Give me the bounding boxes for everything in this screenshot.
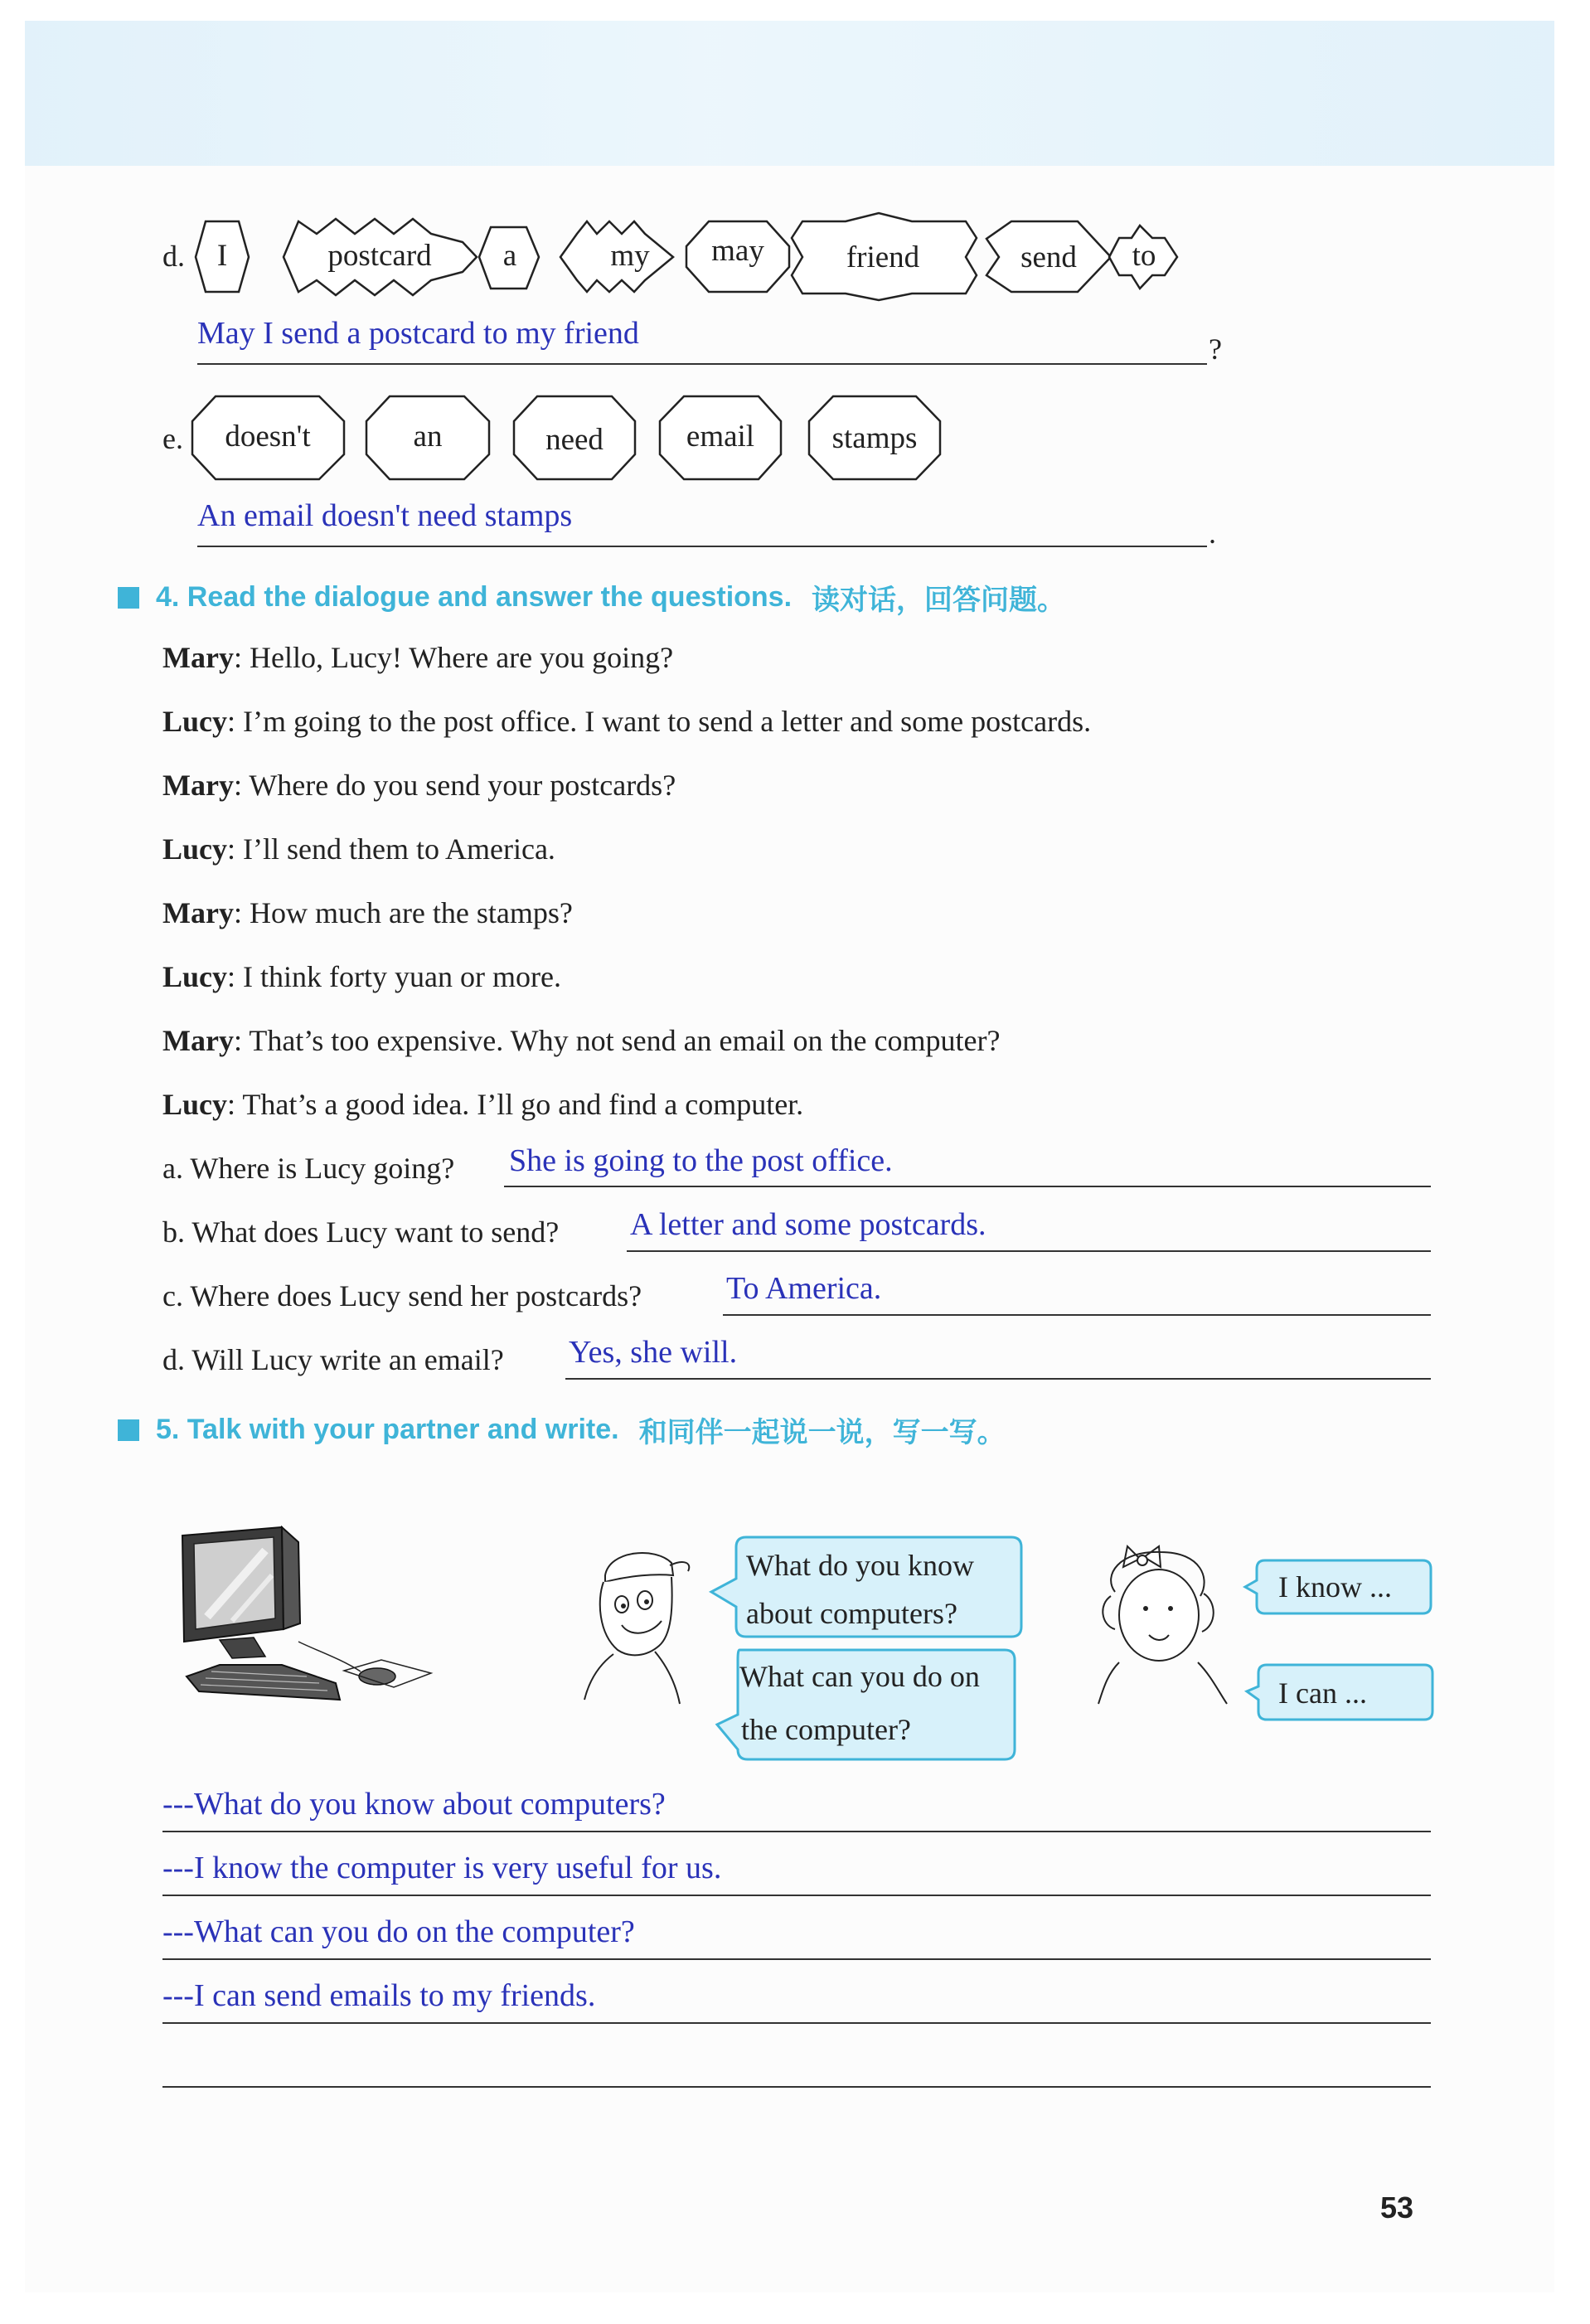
svg-text:email: email: [686, 420, 755, 454]
page-number: 53: [1380, 2191, 1414, 2225]
svg-text:I: I: [216, 239, 228, 273]
dialogue-line-5: Mary: How much are the stamps?: [162, 896, 573, 929]
question-b: b. What does Lucy want to send?: [162, 1215, 560, 1249]
section-marker-icon: [118, 587, 139, 609]
speech-bubbles-boy: [705, 1532, 1036, 1773]
svg-text:stamps: stamps: [831, 421, 918, 455]
dialogue-line-1: Mary: Hello, Lucy! Where are you going?: [162, 641, 674, 674]
dialogue-line-6: Lucy: I think forty yuan or more.: [162, 960, 561, 993]
word-box-e-2: [366, 396, 489, 479]
word-box-e-3: [514, 396, 635, 479]
answer-e: An email doesn't need stamps: [197, 498, 573, 533]
section-5-title: 5. Talk with your partner and write.: [156, 1414, 619, 1445]
svg-text:may: may: [711, 234, 764, 268]
speech-bubbles-girl: [1242, 1557, 1441, 1739]
answer-b: A letter and some postcards.: [630, 1207, 986, 1242]
girl-illustration: [1094, 1542, 1235, 1708]
answer-d: May I send a postcard to my friend: [197, 316, 639, 351]
word-boxes-e: [191, 390, 953, 489]
speech-bubble-4: [1247, 1665, 1432, 1720]
answer-d-q: Yes, she will.: [569, 1335, 738, 1370]
punct-d: ?: [1209, 332, 1222, 366]
word-boxes-d: [191, 209, 1401, 308]
dialogue-line-2: Lucy: I’m going to the post office. I want to send a letter and some postcards.: [162, 705, 1092, 738]
word-box-d-4: [560, 221, 673, 292]
word-box-d-2: [284, 219, 477, 295]
svg-text:What do you know: What do you know: [746, 1549, 974, 1582]
svg-text:need: need: [545, 423, 604, 457]
exercise-d-label: d.: [162, 240, 185, 273]
section5-line-1: [162, 1831, 1431, 1832]
section5-line-4: [162, 2022, 1431, 2024]
speech-bubble-2: [717, 1650, 1015, 1759]
word-box-d-6: [792, 213, 977, 300]
answer-line-d-q: [565, 1378, 1431, 1380]
dialogue-line-3: Mary: Where do you send your postcards?: [162, 769, 676, 802]
svg-text:an: an: [413, 420, 443, 454]
header-band: [25, 21, 1554, 166]
section-5-heading: [118, 1409, 1006, 1450]
section5-answer-4: ---I can send emails to my friends.: [162, 1978, 596, 2013]
word-box-d-1: [196, 221, 249, 292]
answer-a: She is going to the post office.: [509, 1143, 893, 1178]
section-4-title: 4. Read the dialogue and answer the questions.: [156, 581, 793, 613]
boy-illustration: [580, 1542, 696, 1708]
speech-bubble-1: [711, 1537, 1021, 1637]
svg-text:postcard: postcard: [327, 239, 432, 273]
word-box-e-4: [660, 396, 781, 479]
section5-line-2: [162, 1895, 1431, 1896]
svg-text:send: send: [1020, 240, 1077, 274]
svg-text:What can you do on: What can you do on: [739, 1660, 980, 1693]
exercise-e-label: e.: [162, 422, 183, 455]
section-marker-icon: [118, 1419, 139, 1441]
answer-line-e: [197, 546, 1207, 547]
computer-illustration: [174, 1526, 439, 1725]
word-box-d-5: [686, 221, 789, 292]
answer-c: To America.: [726, 1271, 882, 1306]
answer-line-a: [504, 1186, 1431, 1187]
dialogue-line-7: Mary: That’s too expensive. Why not send an email on the computer?: [162, 1024, 1001, 1057]
svg-text:the computer?: the computer?: [741, 1713, 911, 1746]
word-box-d-7: [986, 221, 1111, 292]
svg-text:friend: friend: [846, 240, 920, 274]
svg-text:doesn't: doesn't: [225, 420, 311, 454]
section5-answer-2: ---I know the computer is very useful for us.: [162, 1851, 722, 1885]
word-box-d-3: [479, 227, 539, 289]
svg-text:a: a: [502, 239, 517, 273]
answer-line-b: [627, 1250, 1431, 1252]
svg-text:I know ...: I know ...: [1278, 1570, 1392, 1604]
question-a: a. Where is Lucy going?: [162, 1152, 455, 1185]
section-5-title-zh: 和同伴一起说一说，写一写。: [638, 1416, 1006, 1449]
svg-text:I can ...: I can ...: [1278, 1676, 1367, 1710]
answer-line-d: [197, 363, 1207, 365]
word-box-d-8: [1109, 226, 1177, 289]
answer-line-c: [723, 1314, 1431, 1316]
question-d: d. Will Lucy write an email?: [162, 1343, 504, 1376]
dialogue-line-8: Lucy: That’s a good idea. I’ll go and find a computer.: [162, 1088, 804, 1121]
section-4-title-zh: 读对话，回答问题。: [812, 584, 1066, 617]
section-4-heading: [118, 577, 1065, 618]
section5-answer-3: ---What can you do on the computer?: [162, 1914, 635, 1949]
section5-line-3: [162, 1958, 1431, 1960]
svg-text:my: my: [610, 239, 650, 273]
speech-bubble-3: [1245, 1560, 1431, 1613]
section5-answer-1: ---What do you know about computers?: [162, 1787, 666, 1822]
dialogue-line-4: Lucy: I’ll send them to America.: [162, 832, 555, 866]
word-box-e-5: [809, 396, 940, 479]
question-c: c. Where does Lucy send her postcards?: [162, 1279, 642, 1312]
svg-text:to: to: [1132, 239, 1156, 273]
punct-e: .: [1209, 517, 1216, 550]
svg-text:about computers?: about computers?: [746, 1597, 957, 1630]
section5-line-5: [162, 2086, 1431, 2088]
word-box-e-1: [192, 396, 344, 479]
